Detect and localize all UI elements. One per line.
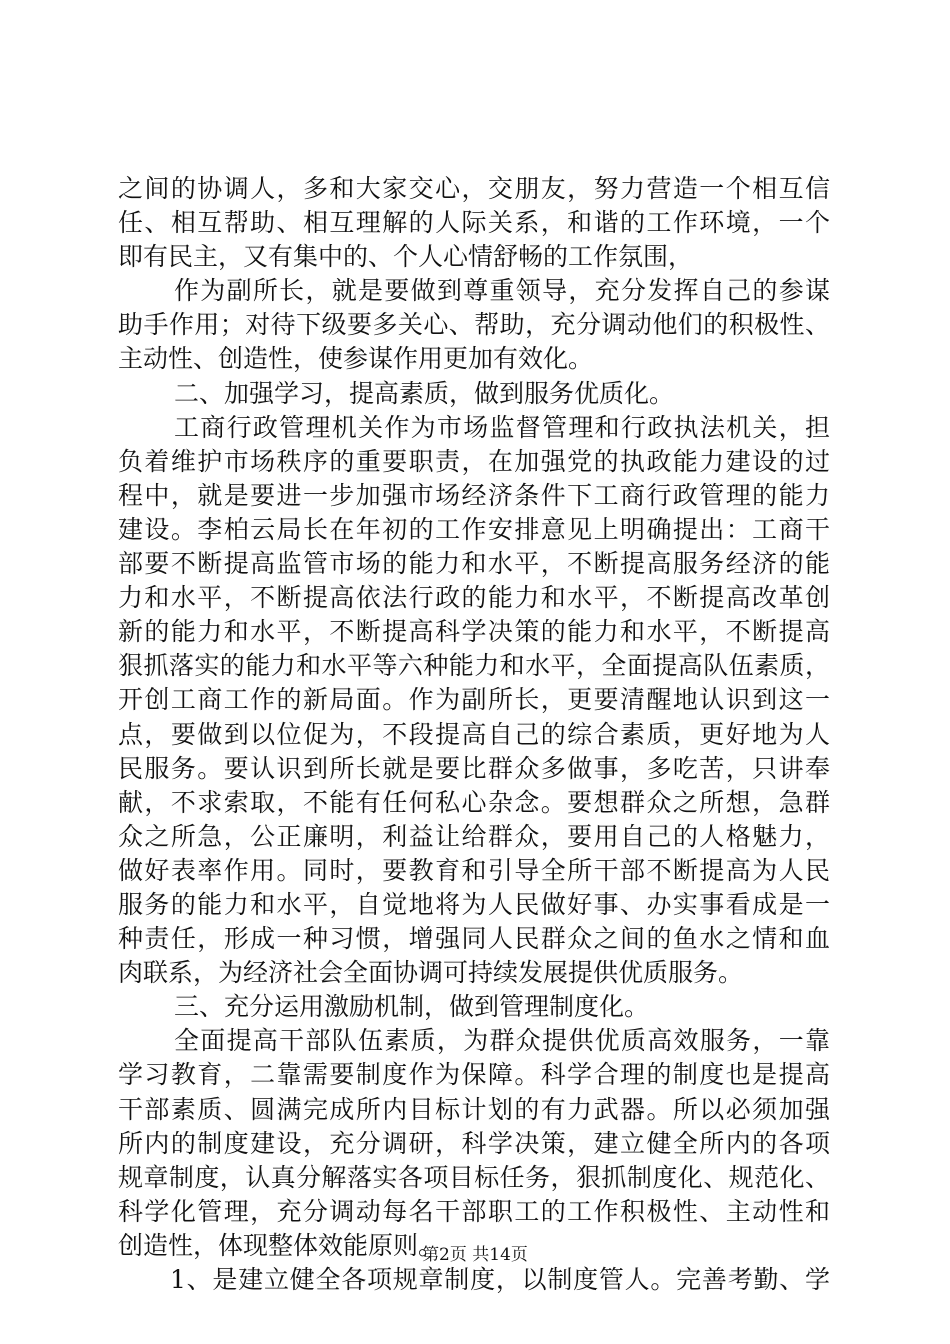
- text-line: 所内的制度建设，充分调研，科学决策，建立健全所内的各项: [118, 1128, 830, 1158]
- text-line: 创造性，体现整体效能原则。: [118, 1230, 444, 1260]
- text-line: 助手作用；对待下级要多关心、帮助，充分调动他们的积极性、: [118, 310, 830, 340]
- text-line: 做好表率作用。同时，要教育和引导全所干部不断提高为人民: [118, 855, 830, 885]
- page-number-footer: 第2页 共14页: [422, 1245, 528, 1265]
- text-line: 规章制度，认真分解落实各项目标任务，狠抓制度化、规范化、: [118, 1162, 830, 1192]
- text-line: 肉联系，为经济社会全面协调可持续发展提供优质服务。: [118, 958, 744, 988]
- text-line: 任、相互帮助、相互理解的人际关系，和谐的工作环境，一个: [118, 208, 830, 238]
- text-line: 建设。李柏云局长在年初的工作安排意见上明确提出：工商干: [118, 514, 830, 544]
- text-line: 点，要做到以位促为，不段提高自己的综合素质，更好地为人: [118, 719, 830, 749]
- text-line: 新的能力和水平，不断提高科学决策的能力和水平，不断提高: [118, 617, 830, 647]
- text-line: 即有民主，又有集中的、个人心情舒畅的工作氛围，: [118, 242, 694, 272]
- text-line: 狠抓落实的能力和水平等六种能力和水平，全面提高队伍素质，: [118, 651, 830, 681]
- text-line: 力和水平，不断提高依法行政的能力和水平，不断提高改革创: [118, 583, 830, 613]
- text-line: 之间的协调人，多和大家交心，交朋友，努力营造一个相互信: [118, 174, 830, 203]
- text-line: 主动性、创造性，使参谋作用更加有效化。: [118, 344, 594, 374]
- text-line: 负着维护市场秩序的重要职责，在加强党的执政能力建设的过: [118, 446, 830, 476]
- text-line: 众之所急，公正廉明，利益让给群众，要用自己的人格魅力，: [118, 821, 830, 851]
- section-heading: 三、充分运用激励机制，做到管理制度化。: [174, 992, 650, 1022]
- text-line: 程中，就是要进一步加强市场经济条件下工商行政管理的能力: [118, 480, 830, 510]
- text-line: 种责任，形成一种习惯，增强同人民群众之间的鱼水之情和血: [118, 924, 830, 954]
- text-line: 学习教育，二靠需要制度作为保障。科学合理的制度也是提高: [118, 1060, 830, 1090]
- text-line: 干部素质、圆满完成所内目标计划的有力武器。所以必须加强: [118, 1094, 830, 1124]
- text-line: 科学化管理，充分调动每名干部职工的工作积极性、主动性和: [118, 1196, 830, 1226]
- text-line: 开创工商工作的新局面。作为副所长，更要清醒地认识到这一: [118, 685, 830, 715]
- text-line: 工商行政管理机关作为市场监督管理和行政执法机关，担: [174, 412, 830, 442]
- document-body: [118, 172, 830, 1297]
- text-line: 部要不断提高监管市场的能力和水平，不断提高服务经济的能: [118, 549, 830, 579]
- text-line: 民服务。要认识到所长就是要比群众多做事，多吃苦，只讲奉: [118, 753, 830, 783]
- text-line: 作为副所长，就是要做到尊重领导，充分发挥自己的参谋: [174, 276, 830, 306]
- text-line: 服务的能力和水平，自觉地将为人民做好事、办实事看成是一: [118, 889, 830, 919]
- section-heading: 二、加强学习，提高素质，做到服务优质化。: [174, 378, 675, 408]
- text-line: 1、是建立健全各项规章制度，以制度管人。完善考勤、学: [170, 1265, 830, 1294]
- text-line: 献，不求索取，不能有任何私心杂念。要想群众之所想，急群: [118, 787, 830, 817]
- text-line: 全面提高干部队伍素质，为群众提供优质高效服务，一靠: [174, 1026, 830, 1056]
